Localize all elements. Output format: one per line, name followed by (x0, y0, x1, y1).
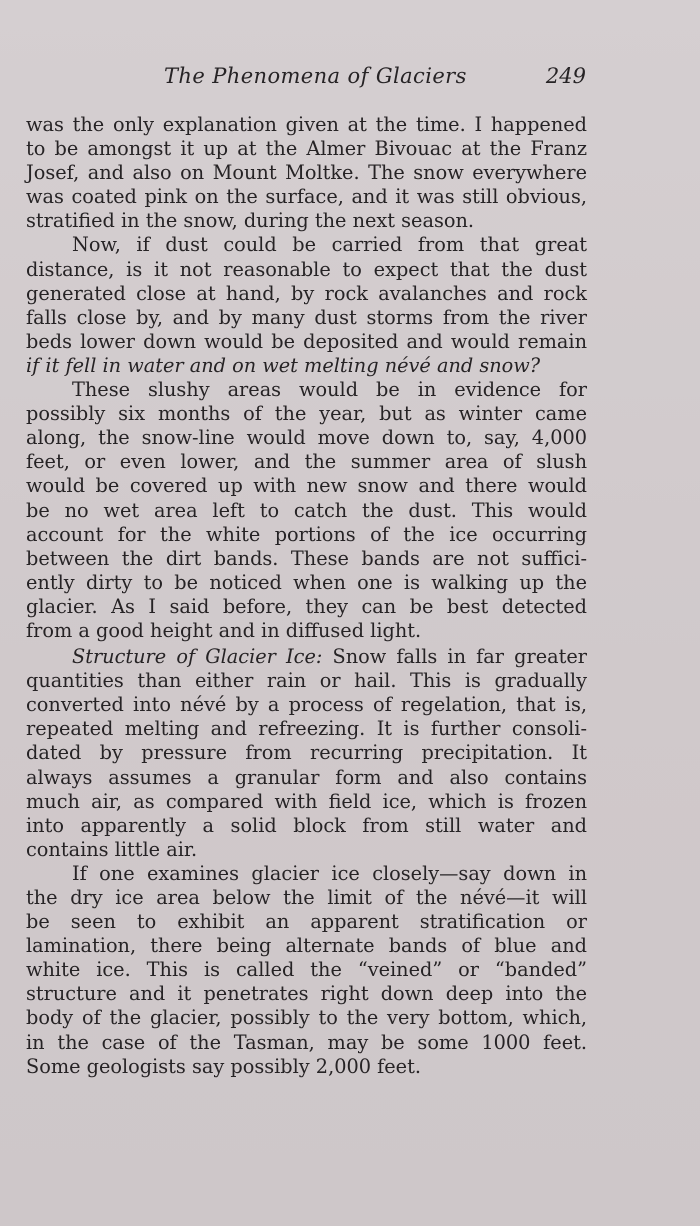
text-line: stratified in the snow, during the next season. (26, 209, 474, 233)
paragraph-5 (26, 862, 587, 1079)
text-line: possibly six months of the year, but as winter came (26, 402, 587, 426)
text-line: dated by pressure from recurring precipitation. It (26, 741, 587, 765)
paragraph-1 (26, 113, 587, 233)
text-line: Some geologists say possibly 2,000 feet. (26, 1054, 421, 1078)
text-line: converted into névé by a process of regelation, that is, (26, 693, 587, 717)
text-line: the dry ice area below the limit of the névé—it will (26, 886, 587, 909)
text-line: Josef, and also on Mount Moltke. The snow everywhere (26, 161, 587, 185)
text-line: beds lower down would be deposited and would remain (26, 329, 587, 353)
text-line: be no wet area left to catch the dust. This would (26, 498, 587, 522)
text-line: much air, as compared with field ice, which is frozen (26, 789, 587, 813)
text-fragment: Snow falls in far greater (332, 645, 587, 669)
running-title: The Phenomena of Glaciers (164, 64, 467, 88)
italic-text-line: if it fell in water and on wet melting névé and snow? (26, 353, 541, 377)
text-line: ently dirty to be noticed when one is walking up the (26, 570, 587, 594)
section-heading-line (26, 645, 587, 669)
page-header (26, 64, 586, 94)
text-line: be seen to exhibit an apparent stratification or (26, 910, 587, 934)
text-line: contains little air. (26, 837, 198, 861)
text-line: body of the glacier, possibly to the very bottom, which, (26, 1006, 587, 1030)
body-text (26, 113, 587, 1079)
text-line: If one examines glacier ice closely—say down in (72, 861, 587, 885)
text-line: between the dirt bands. These bands are not suffici- (26, 546, 587, 570)
text-line: along, the snow-line would move down to, say, 4,000 (26, 426, 587, 450)
section-heading: Structure of Glacier Ice: (72, 645, 323, 669)
paragraph-3 (26, 378, 587, 643)
text-line: into apparently a solid block from still water and (26, 813, 587, 837)
text-line: falls close by, and by many dust storms from the river (26, 305, 587, 329)
text-line: would be covered up with new snow and there would (26, 474, 587, 498)
text-line: distance, is it not reasonable to expect that the dust (26, 257, 587, 281)
paragraph-4 (26, 645, 587, 862)
text-line: lamination, there being alternate bands of blue and (26, 934, 587, 958)
text-line: in the case of the Tasman, may be some 1000 feet. (26, 1030, 587, 1054)
paragraph-2 (26, 233, 587, 378)
text-line: Now, if dust could be carried from that great (72, 233, 587, 257)
text-line: to be amongst it up at the Almer Bivouac at the Franz (26, 137, 587, 161)
text-line: repeated melting and refreezing. It is further consoli- (26, 717, 587, 741)
text-line: account for the white portions of the ice occurring (26, 522, 587, 546)
text-line: glacier. As I said before, they can be best detected (26, 594, 587, 618)
text-line: quantities than either rain or hail. This is gradually (26, 669, 587, 693)
text-line: white ice. This is called the “veined” or “banded” (26, 958, 587, 982)
text-line: always assumes a granular form and also contains (26, 765, 587, 789)
text-line: from a good height and in diffused light. (26, 618, 422, 642)
text-line: was the only explanation given at the time. I happened (26, 113, 587, 136)
text-line: These slushy areas would be in evidence for (72, 378, 587, 402)
text-line: structure and it penetrates right down deep into the (26, 982, 587, 1006)
text-line: feet, or even lower, and the summer area of slush (26, 450, 587, 474)
page-number: 249 (545, 64, 586, 88)
text-line: was coated pink on the surface, and it was still obvious, (26, 185, 587, 209)
text-line: generated close at hand, by rock avalanches and rock (26, 281, 587, 305)
